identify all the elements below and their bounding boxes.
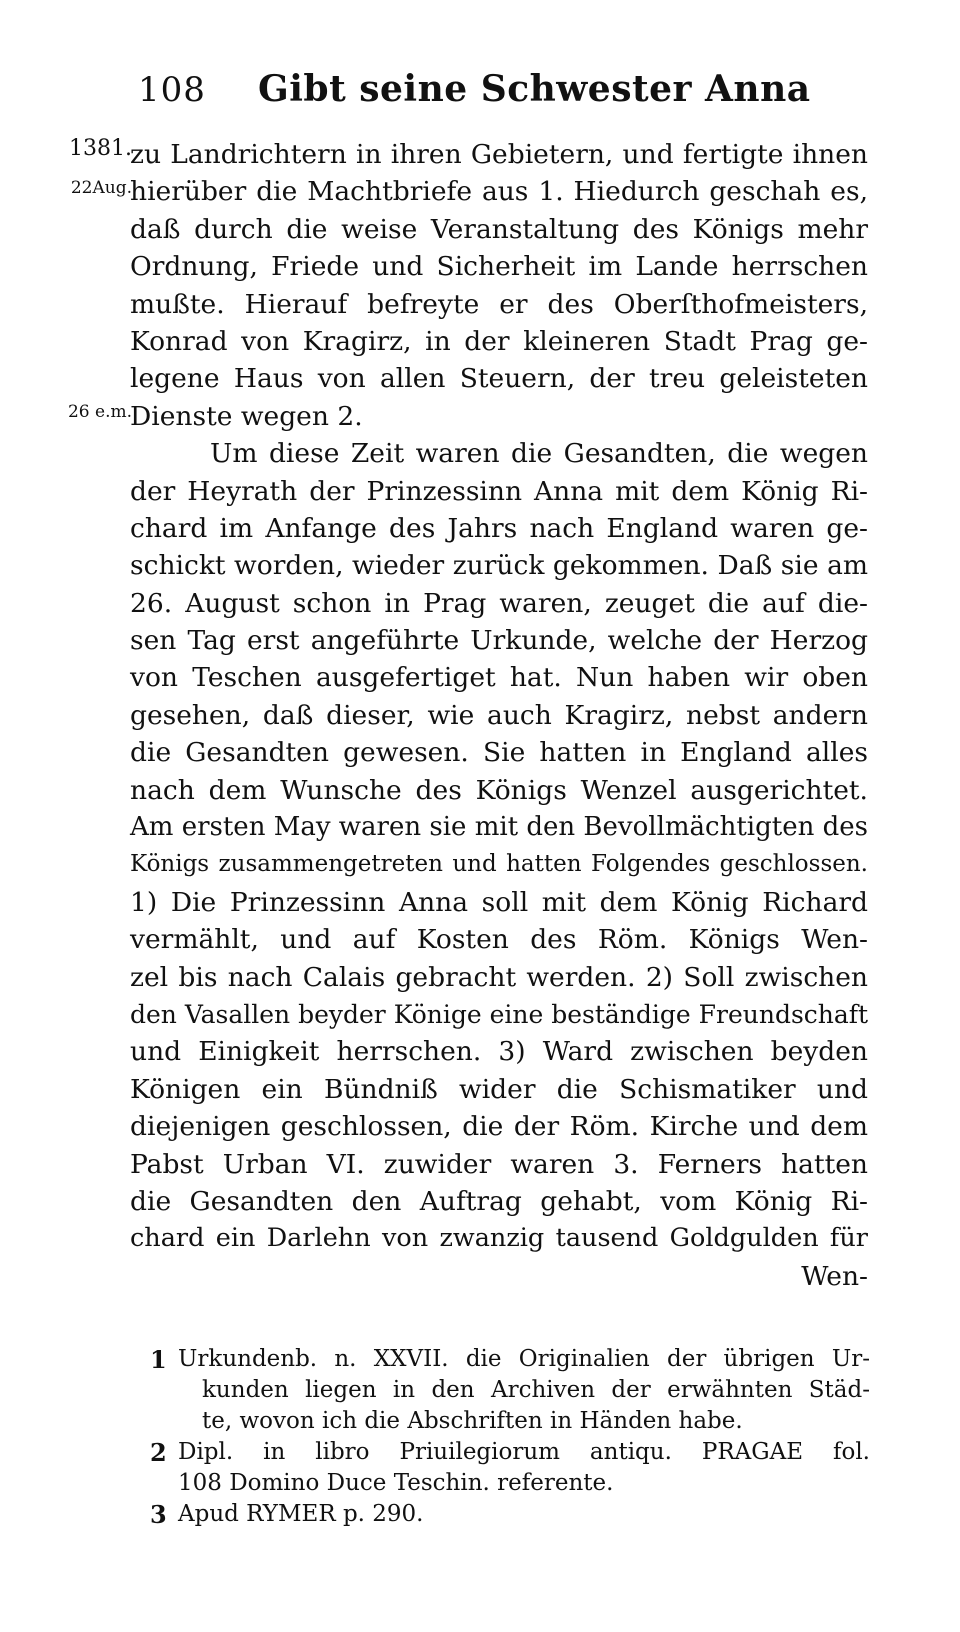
text-line: zu Landrichtern in ihren Gebietern, und fertigte ihnen [130, 139, 868, 170]
text-line: Um diese Zeit waren die Gesandten, die wegen [210, 438, 868, 470]
page-header [128, 62, 858, 114]
margin-note-date: 22Aug. [70, 178, 132, 198]
text-line: 1) Die Prinzessinn Anna soll mit dem König Richard [130, 886, 868, 918]
text-line: vermählt, und auf Kosten des Röm. Königs Wen- [130, 924, 868, 956]
text-line: legene Haus von allen Steuern, der treu geleisteten [130, 363, 868, 395]
text-line: Königs zusammengetreten und hatten Folgendes geschlossen. [130, 851, 868, 878]
text-line: Dienste wegen 2. [130, 400, 363, 432]
footnote-line: te, wovon ich die Abschriften in Händen habe. [202, 1408, 743, 1434]
running-head: Gibt seine Schwester Anna [258, 68, 811, 110]
page-number: 108 [138, 70, 206, 110]
text-line: und Einigkeit herrschen. 3) Ward zwischen beyden [130, 1036, 868, 1068]
margin-note-year: 1381. [69, 136, 132, 161]
text-line: die Gesandten den Auftrag gehabt, vom König Ri- [130, 1185, 868, 1217]
footnote [150, 1437, 870, 1499]
text-line: Ordnung, Friede und Sicherheit im Lande herrschen [130, 251, 868, 283]
text-line: zel bis nach Calais gebracht werden. 2) Soll zwischen [130, 961, 868, 993]
footnote-line: 108 Domino Duce Teschin. referente. [178, 1470, 614, 1496]
footnotes [150, 1344, 870, 1530]
text-line: sen Tag erst angeführte Urkunde, welche der Herzog [130, 625, 868, 657]
body-text [130, 136, 868, 1295]
footnote-mark: 3 [150, 1500, 167, 1529]
text-line: mußte. Hierauf befreyte er des Oberſthofmeisters, [130, 288, 868, 320]
text-line: schickt worden, wieder zurück gekommen. Daß sie am [130, 550, 868, 582]
text-line: hierüber die Machtbriefe aus 1. Hiedurch geschah es, [130, 176, 868, 208]
footnote-line: Urkundenb. n. XXVII. die Originalien der übrigen Ur- [178, 1346, 870, 1372]
text-line: Königen ein Bündniß wider die Schismatiker und [130, 1073, 868, 1105]
footnote-mark: 1 [150, 1345, 167, 1374]
text-line: chard im Anfange des Jahrs nach England waren ge- [130, 512, 868, 544]
text-line: der Heyrath der Prinzessinn Anna mit dem König Ri- [130, 475, 868, 507]
text-line: Konrad von Kragirz, in der kleineren Stadt Prag ge- [130, 325, 868, 357]
text-line: Pabst Urban VI. zuwider waren 3. Ferners hatten [130, 1148, 868, 1180]
text-line: den Vasallen beyder Könige eine beständige Freundschaft [130, 999, 869, 1029]
catchword: Wen- [801, 1260, 868, 1292]
text-line: daß durch die weise Veranstaltung des Königs mehr [130, 213, 868, 245]
text-line: chard ein Darlehn von zwanzig tausend Goldgulden für [130, 1223, 868, 1254]
text-line: 26. August schon in Prag waren, zeuget die auf die- [130, 587, 868, 619]
text-line: die Gesandten gewesen. Sie hatten in England alles [130, 737, 868, 769]
footnote-line: Apud RYMER p. 290. [178, 1501, 424, 1527]
text-line: von Teschen ausgefertiget hat. Nun haben wir oben [130, 662, 868, 694]
margin-note-date-2: 26 e.m. [67, 402, 132, 422]
text-line: nach dem Wunsche des Königs Wenzel ausgerichtet. [130, 774, 868, 806]
footnote-line: Dipl. in libro Priuilegiorum antiqu. PRAGAE fol. [178, 1439, 870, 1465]
footnote-mark: 2 [150, 1438, 167, 1467]
footnote [150, 1344, 870, 1437]
footnote [150, 1499, 870, 1530]
footnote-line: kunden liegen in den Archiven der erwähnten Städ- [202, 1377, 870, 1403]
text-line: Am ersten May waren sie mit den Bevollmächtigten des [130, 812, 868, 843]
text-line: diejenigen geschlossen, die der Röm. Kirche und dem [130, 1111, 868, 1143]
text-line: gesehen, daß dieser, wie auch Kragirz, nebst andern [130, 699, 868, 731]
